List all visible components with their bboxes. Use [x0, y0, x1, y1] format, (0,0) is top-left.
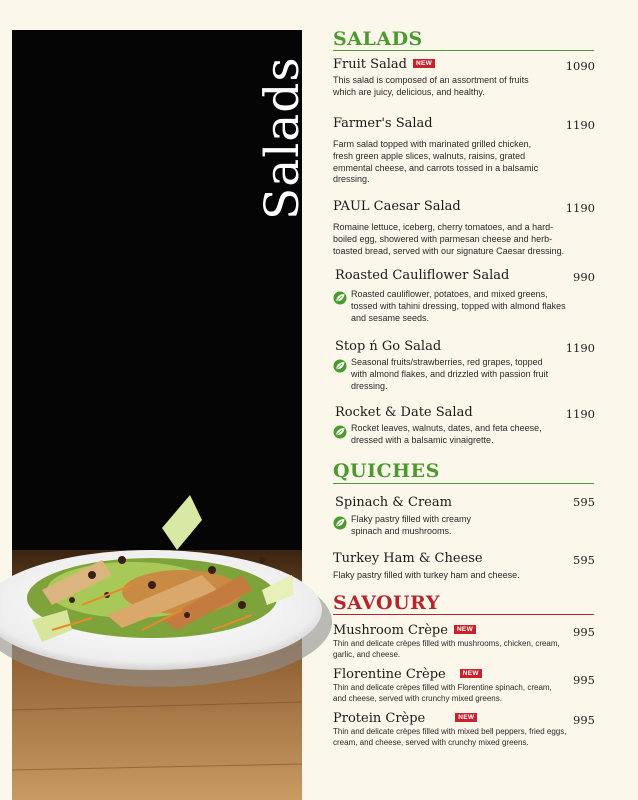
item-name: Fruit Salad — [333, 57, 408, 72]
item-description: Romaine lettuce, iceberg, cherry tomatoes, and a hard-boiled egg, showered with parmesan cheese and herb-toasted bread, served with our signature Caesar dressing. — [333, 222, 565, 256]
item-description: Flaky pastry filled with creamy spinach and mushrooms. — [351, 514, 472, 536]
item-description: Seasonal fruits/strawberries, red grapes, topped with almond flakes, and drizzled with passion fruit dressing. — [351, 357, 549, 391]
item-description: Thin and delicate crèpes filled with Florentine spinach, cream, and cheese, served with crunchy mixed greens. — [333, 683, 552, 703]
item-name: Florentine Crèpe — [333, 667, 446, 682]
vegetarian-leaf-icon — [333, 425, 347, 439]
item-price: 595 — [573, 495, 595, 509]
item-description: This salad is composed of an assortment of fruits which are juicy, delicious, and healthy. — [333, 75, 529, 97]
new-badge: NEW — [413, 59, 435, 68]
item-name: Stop ń Go Salad — [335, 339, 442, 354]
menu-item — [333, 405, 595, 447]
menu-item — [333, 199, 595, 257]
section-title-quiches: QUICHES — [333, 460, 440, 482]
new-badge: NEW — [460, 669, 482, 678]
item-price: 995 — [573, 625, 595, 639]
new-badge: NEW — [454, 625, 476, 634]
section-divider — [333, 50, 594, 51]
side-title: Salads — [255, 56, 310, 220]
item-name: Farmer's Salad — [333, 116, 433, 131]
salad-photo-panel — [12, 30, 310, 800]
item-name: Spinach & Cream — [335, 495, 452, 510]
menu-item — [333, 116, 595, 186]
item-price: 990 — [573, 270, 595, 284]
item-price: 1190 — [565, 201, 595, 215]
menu-item — [333, 495, 595, 538]
menu-item — [333, 551, 595, 582]
section-divider — [333, 614, 594, 615]
vegetarian-leaf-icon — [333, 359, 347, 373]
menu-item — [333, 667, 595, 704]
section-divider — [333, 483, 594, 484]
menu-item — [333, 711, 595, 748]
item-name: Turkey Ham & Cheese — [333, 551, 483, 566]
menu-item — [333, 57, 595, 99]
vegetarian-leaf-icon — [333, 516, 347, 530]
item-description: Rocket leaves, walnuts, dates, and feta cheese, dressed with a balsamic vinaigrette. — [351, 423, 542, 445]
item-name: PAUL Caesar Salad — [333, 199, 461, 214]
section-title-savoury: SAVOURY — [333, 592, 440, 614]
menu-item — [333, 268, 595, 324]
item-name: Roasted Cauliflower Salad — [335, 268, 510, 283]
item-description: Roasted cauliflower, potatoes, and mixed greens, tossed with tahini dressing, topped with almond flakes and sesame seeds. — [351, 289, 566, 323]
item-description: Flaky pastry filled with turkey ham and cheese. — [333, 570, 520, 580]
item-description: Farm salad topped with marinated grilled chicken, fresh green apple slices, walnuts, raisins, grated emmental cheese, and carrots tossed in a balsamic dressing. — [333, 139, 539, 185]
vegetarian-leaf-icon — [333, 291, 347, 305]
item-price: 595 — [573, 553, 595, 567]
item-description: Thin and delicate crèpes filled with mixed bell peppers, fried eggs, cream, and cheese, served with crunchy mixed greens. — [333, 727, 567, 747]
item-price: 1190 — [565, 118, 595, 132]
item-name: Protein Crèpe — [333, 711, 426, 726]
menu-item — [333, 623, 595, 660]
section-title-salads: SALADS — [333, 28, 423, 50]
new-badge: NEW — [455, 713, 477, 722]
item-price: 1190 — [565, 341, 595, 355]
item-price: 1090 — [565, 59, 595, 73]
item-name: Mushroom Crèpe — [333, 623, 448, 638]
item-price: 995 — [573, 673, 595, 687]
item-price: 1190 — [565, 407, 595, 421]
item-price: 995 — [573, 713, 595, 727]
item-name: Rocket & Date Salad — [335, 405, 473, 420]
item-description: Thin and delicate crèpes filled with mushrooms, chicken, cream, garlic, and cheese. — [333, 639, 560, 659]
menu-item — [333, 339, 595, 392]
